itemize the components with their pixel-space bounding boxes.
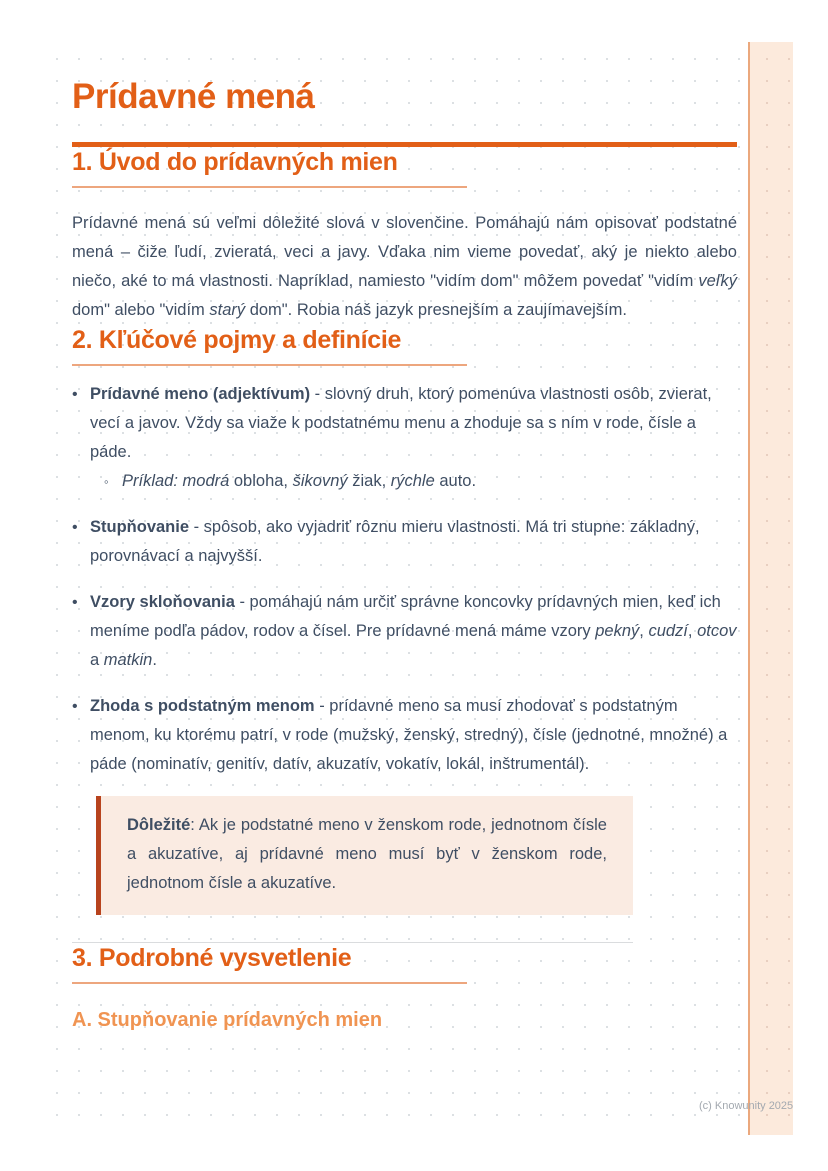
pattern-italic: otcov — [697, 622, 737, 640]
section-heading-3: 3. Podrobné vysvetlenie — [72, 944, 352, 972]
list-item-body — [90, 588, 737, 675]
page-content — [40, 76, 793, 1032]
term-definition: - spôsob, ako vyjadriť rôznu mieru vlastnosti. Má tri stupne: základný, porovnávací a najvyšší. — [90, 518, 700, 565]
example-item — [104, 467, 737, 496]
intro-text: dom". Robia náš jazyk presnejším a zaujímavejším. — [245, 301, 627, 319]
example-sub-list — [90, 467, 737, 496]
heading-underline-3 — [72, 982, 467, 984]
term-label: Zhoda s podstatným menom — [90, 697, 315, 715]
term-definition: - prídavné meno sa musí zhodovať s podstatným menom, ku ktorému patrí, v rode (mužský, ženský, stredný), čísle (jednotné, množné) a páde (nominatív, genitív, datív, akuzatív, vokatív, lokál, inštrumentál). — [90, 697, 728, 773]
sub-bullet-icon: ◦ — [104, 474, 109, 489]
bullet-icon: • — [72, 594, 78, 611]
example-italic: rýchle — [390, 472, 435, 490]
section-heading-1: 1. Úvod do prídavných mien — [72, 148, 398, 176]
bullet-icon: • — [72, 698, 78, 715]
subsection-heading-a: A. Stupňovanie prídavných mien — [72, 1009, 383, 1031]
section-heading-2: 2. Kľúčové pojmy a definície — [72, 326, 402, 354]
important-callout — [96, 796, 633, 915]
term-definition: . — [152, 651, 157, 669]
term-definition: - pomáhajú nám určiť správne koncovky prídavných mien, keď ich meníme podľa pádov, rodov a čísel. Pre prídavné mená máme vzory — [90, 593, 721, 640]
term-definition: a — [90, 651, 104, 669]
term-definition: , — [639, 622, 649, 640]
heading-underline-1 — [72, 186, 467, 188]
term-label: Stupňovanie — [90, 518, 190, 536]
term-definition: - slovný druh, ktorý pomenúva vlastnosti osôb, zvierat, vecí a javov. Vždy sa viaže k podstatnému menu a zhoduje sa s ním v rode, čísle a páde. — [90, 385, 712, 461]
example-item-body — [122, 467, 476, 496]
bullet-icon: • — [72, 386, 78, 403]
example-italic: Príklad: modrá — [122, 472, 230, 490]
example-text: auto. — [434, 472, 477, 490]
callout-text: : Ak je podstatné meno v ženskom rode, jednotnom čísle a akuzatíve, aj prídavné meno musí byť v ženskom rode, jednotnom čísle a akuzatíve. — [127, 816, 607, 892]
term-label: Vzory skloňovania — [90, 593, 235, 611]
pattern-italic: cudzí — [648, 622, 688, 640]
list-item — [72, 692, 737, 779]
pattern-italic: pekný — [595, 622, 640, 640]
document-page — [40, 42, 793, 1135]
example-text: obloha, — [229, 472, 293, 490]
term-definition: , — [687, 622, 698, 640]
key-terms-list — [72, 380, 737, 779]
example-text: žiak, — [347, 472, 391, 490]
list-item-body — [90, 380, 737, 496]
list-item — [72, 588, 737, 675]
pattern-italic: matkin — [103, 651, 153, 669]
intro-paragraph — [72, 209, 737, 325]
bullet-icon: • — [72, 519, 78, 536]
heading-underline-2 — [72, 364, 467, 366]
list-item — [72, 380, 737, 496]
list-item — [72, 513, 737, 571]
intro-text: dom" alebo "vidím — [72, 301, 210, 319]
callout-label: Dôležité — [127, 816, 191, 834]
page-title: Prídavné mená — [72, 77, 315, 116]
example-italic: šikovný — [292, 472, 348, 490]
term-label: Prídavné meno (adjektívum) — [90, 385, 311, 403]
list-item-body — [90, 513, 737, 571]
footer-credit: (c) Knowunity 2025 — [699, 1100, 794, 1112]
intro-italic-word: starý — [209, 301, 246, 319]
list-item-body — [90, 692, 737, 779]
intro-text: Prídavné mená sú veľmi dôležité slová v slovenčine. Pomáhajú nám opisovať podstatné mená – čiže ľudí, zvieratá, veci a javy. Vďaka nim vieme povedať, aký je niekto alebo niečo, aké to má vlastnosti. Napríklad, namiesto "vidím dom" môžem povedať "vidím — [72, 214, 737, 290]
intro-italic-word: veľký — [698, 272, 737, 290]
